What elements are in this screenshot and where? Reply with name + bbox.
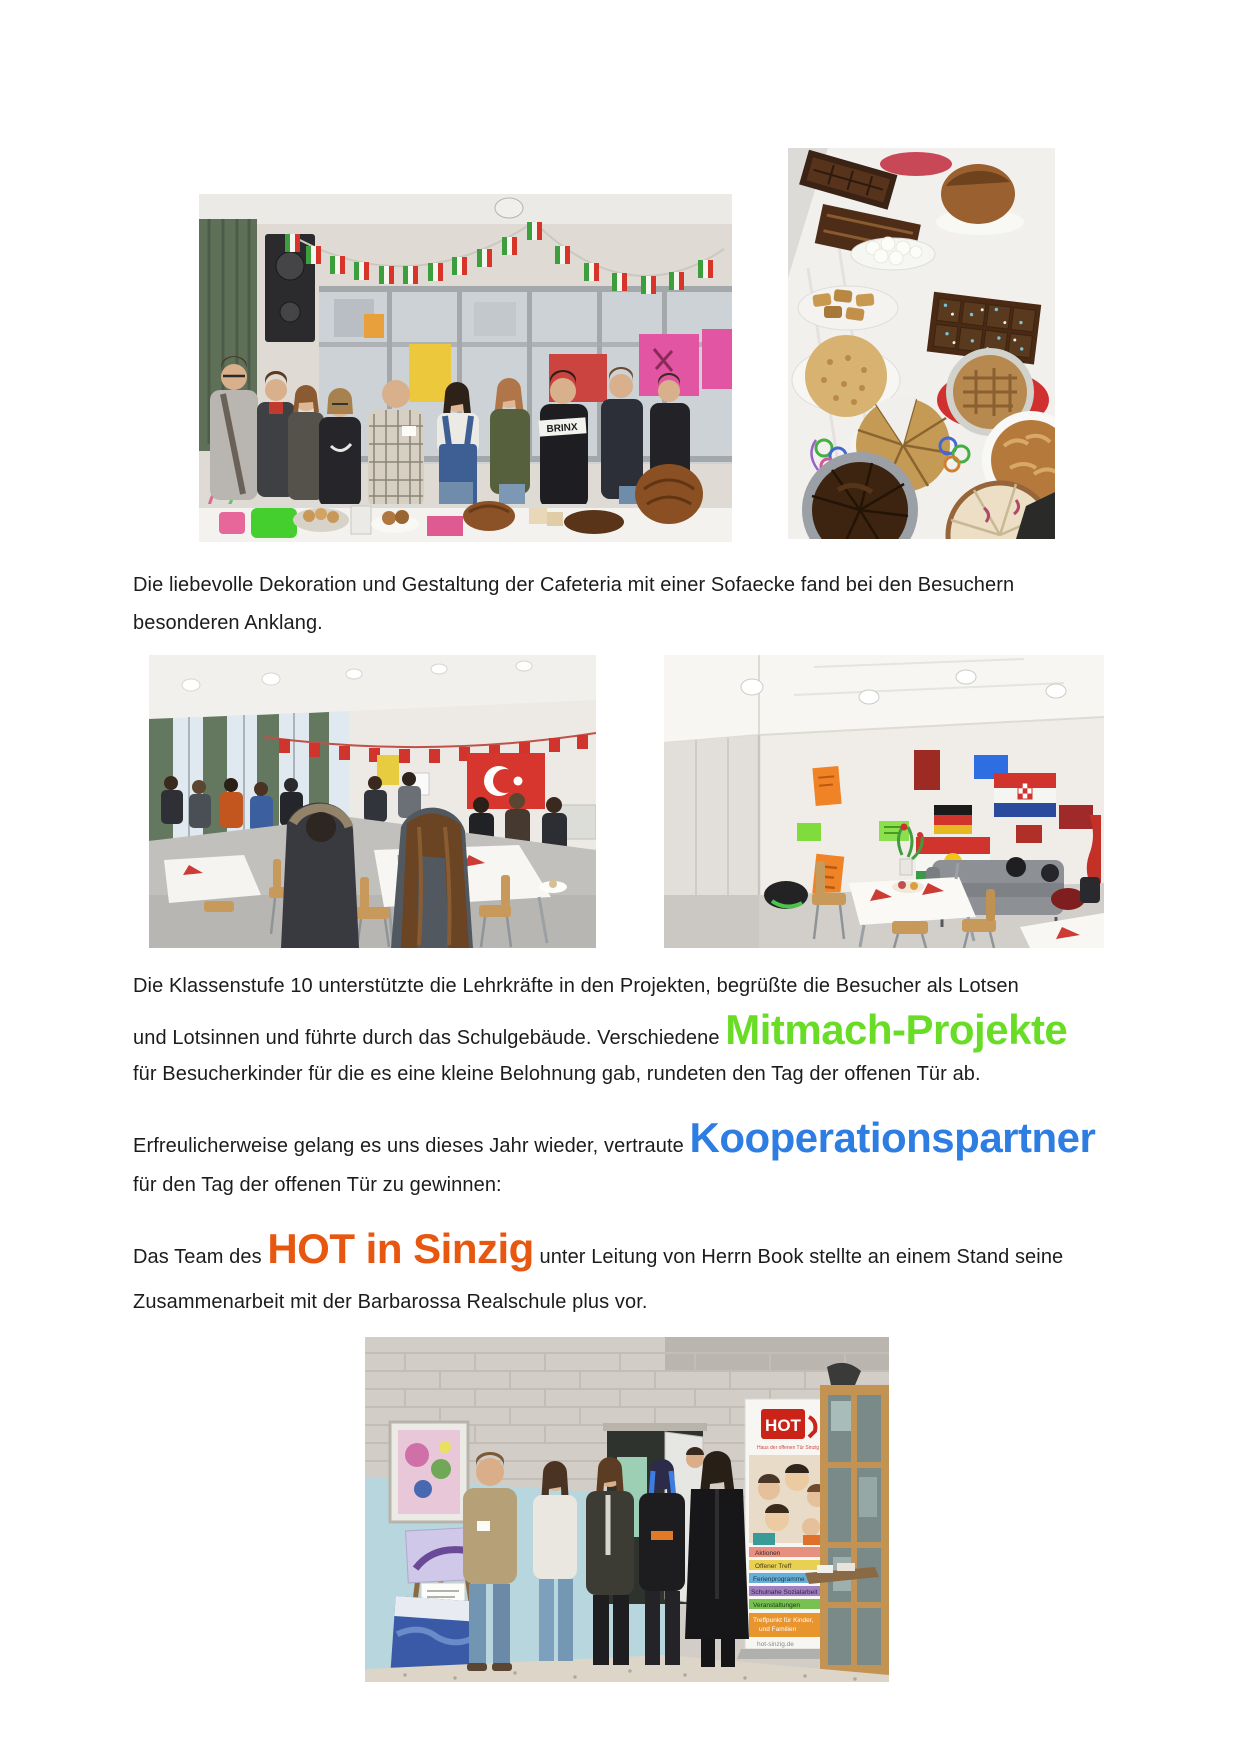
dark-red-paper: [914, 750, 940, 790]
hot-banner-tagline: Haus der offenen Tür Sinzig: [756, 1445, 820, 1451]
hoodie-print: [651, 1531, 673, 1540]
poster-orange: [364, 314, 384, 338]
foreground-girl-long-hair: [391, 808, 473, 948]
framed-painting: [390, 1422, 468, 1522]
green-tub: [251, 508, 297, 538]
photo-cafeteria-tables: [149, 655, 596, 948]
foreground-girl-fur-hood: [281, 803, 359, 948]
photo-cafeteria-group: [199, 194, 732, 542]
pastry-plate: [798, 286, 898, 330]
clock-icon: [495, 198, 523, 218]
partners-line1: [133, 1114, 1095, 1162]
projects-line1: Die Klassenstufe 10 unterstützte die Lehrkräfte in den Projekten, begrüßte die Besucher als Lotsen: [133, 975, 1019, 997]
beanbag: [1051, 888, 1085, 910]
name-tag: [477, 1521, 490, 1531]
hot-stand-illustration: [365, 1337, 889, 1682]
photo-hot-stand: [365, 1337, 889, 1682]
hot-line1-suffix: unter Leitung von Herrn Book stellte an einem Stand seine: [533, 1246, 1064, 1268]
projects-line3: für Besucherkinder für die es eine kleine Belohnung gab, rundeten den Tag der offenen Tür ab.: [133, 1063, 981, 1085]
hot-line1: [133, 1225, 1063, 1273]
dark-red-paper-2: [1059, 805, 1093, 829]
svg-text:Ferienprogramme: Ferienprogramme: [753, 1576, 805, 1583]
svg-text:HOT: HOT: [765, 1416, 801, 1435]
svg-text:Schulnahe Sozialarbeit: Schulnahe Sozialarbeit: [751, 1589, 818, 1596]
hot-line2: Zusammenarbeit mit der Barbarossa Realschule plus vor.: [133, 1291, 648, 1313]
caption-decoration-line1: Die liebevolle Dekoration und Gestaltung der Cafeteria mit einer Sofaecke fand bei den Besuchern: [133, 574, 1015, 596]
mitmach-projekte-highlight: Mitmach-Projekte: [725, 1006, 1068, 1053]
svg-text:und Familien: und Familien: [759, 1626, 797, 1633]
projects-line2: [133, 1006, 1067, 1054]
name-tag: [402, 426, 416, 436]
jacket-on-chair: [764, 881, 808, 909]
poster-yellow: [409, 344, 451, 402]
caption-decoration-line2: besonderen Anklang.: [133, 612, 323, 634]
wooden-glass-door: [820, 1363, 889, 1675]
banner-photo: [749, 1455, 827, 1545]
kooperationspartner-highlight: Kooperationspartner: [689, 1114, 1096, 1161]
green-note: [797, 823, 821, 841]
svg-text:hot-sinzig.de: hot-sinzig.de: [757, 1641, 794, 1648]
german-flag: [934, 805, 972, 834]
sofa-room-illustration: [664, 655, 1104, 948]
photo-cake-table: [788, 148, 1055, 539]
hot-in-sinzig-highlight: HOT in Sinzig: [267, 1225, 534, 1272]
hot-line1-prefix: Das Team des: [133, 1246, 268, 1268]
cafeteria-tables-illustration: [149, 655, 596, 948]
photo-sofa-corner-room: [664, 655, 1104, 948]
svg-text:Treffpunkt für Kinder,: Treffpunkt für Kinder,: [753, 1617, 814, 1624]
svg-text:Veranstaltungen: Veranstaltungen: [753, 1602, 800, 1609]
brinx-sweater-text: BRINX: [546, 421, 579, 436]
projects-line2-text: und Lotsinnen und führte durch das Schulgebäude. Verschiedene: [133, 1027, 726, 1049]
svg-text:Offener Treff: Offener Treff: [755, 1563, 792, 1570]
cafeteria-group-illustration: [199, 194, 732, 542]
partners-line2: für den Tag der offenen Tür zu gewinnen:: [133, 1174, 502, 1196]
svg-text:Aktionen: Aktionen: [755, 1550, 781, 1557]
cake-table-illustration: [788, 148, 1055, 539]
croatian-flag: [994, 773, 1056, 817]
partners-line1-text: Erfreulicherweise gelang es uns dieses Jahr wieder, vertraute: [133, 1135, 690, 1157]
